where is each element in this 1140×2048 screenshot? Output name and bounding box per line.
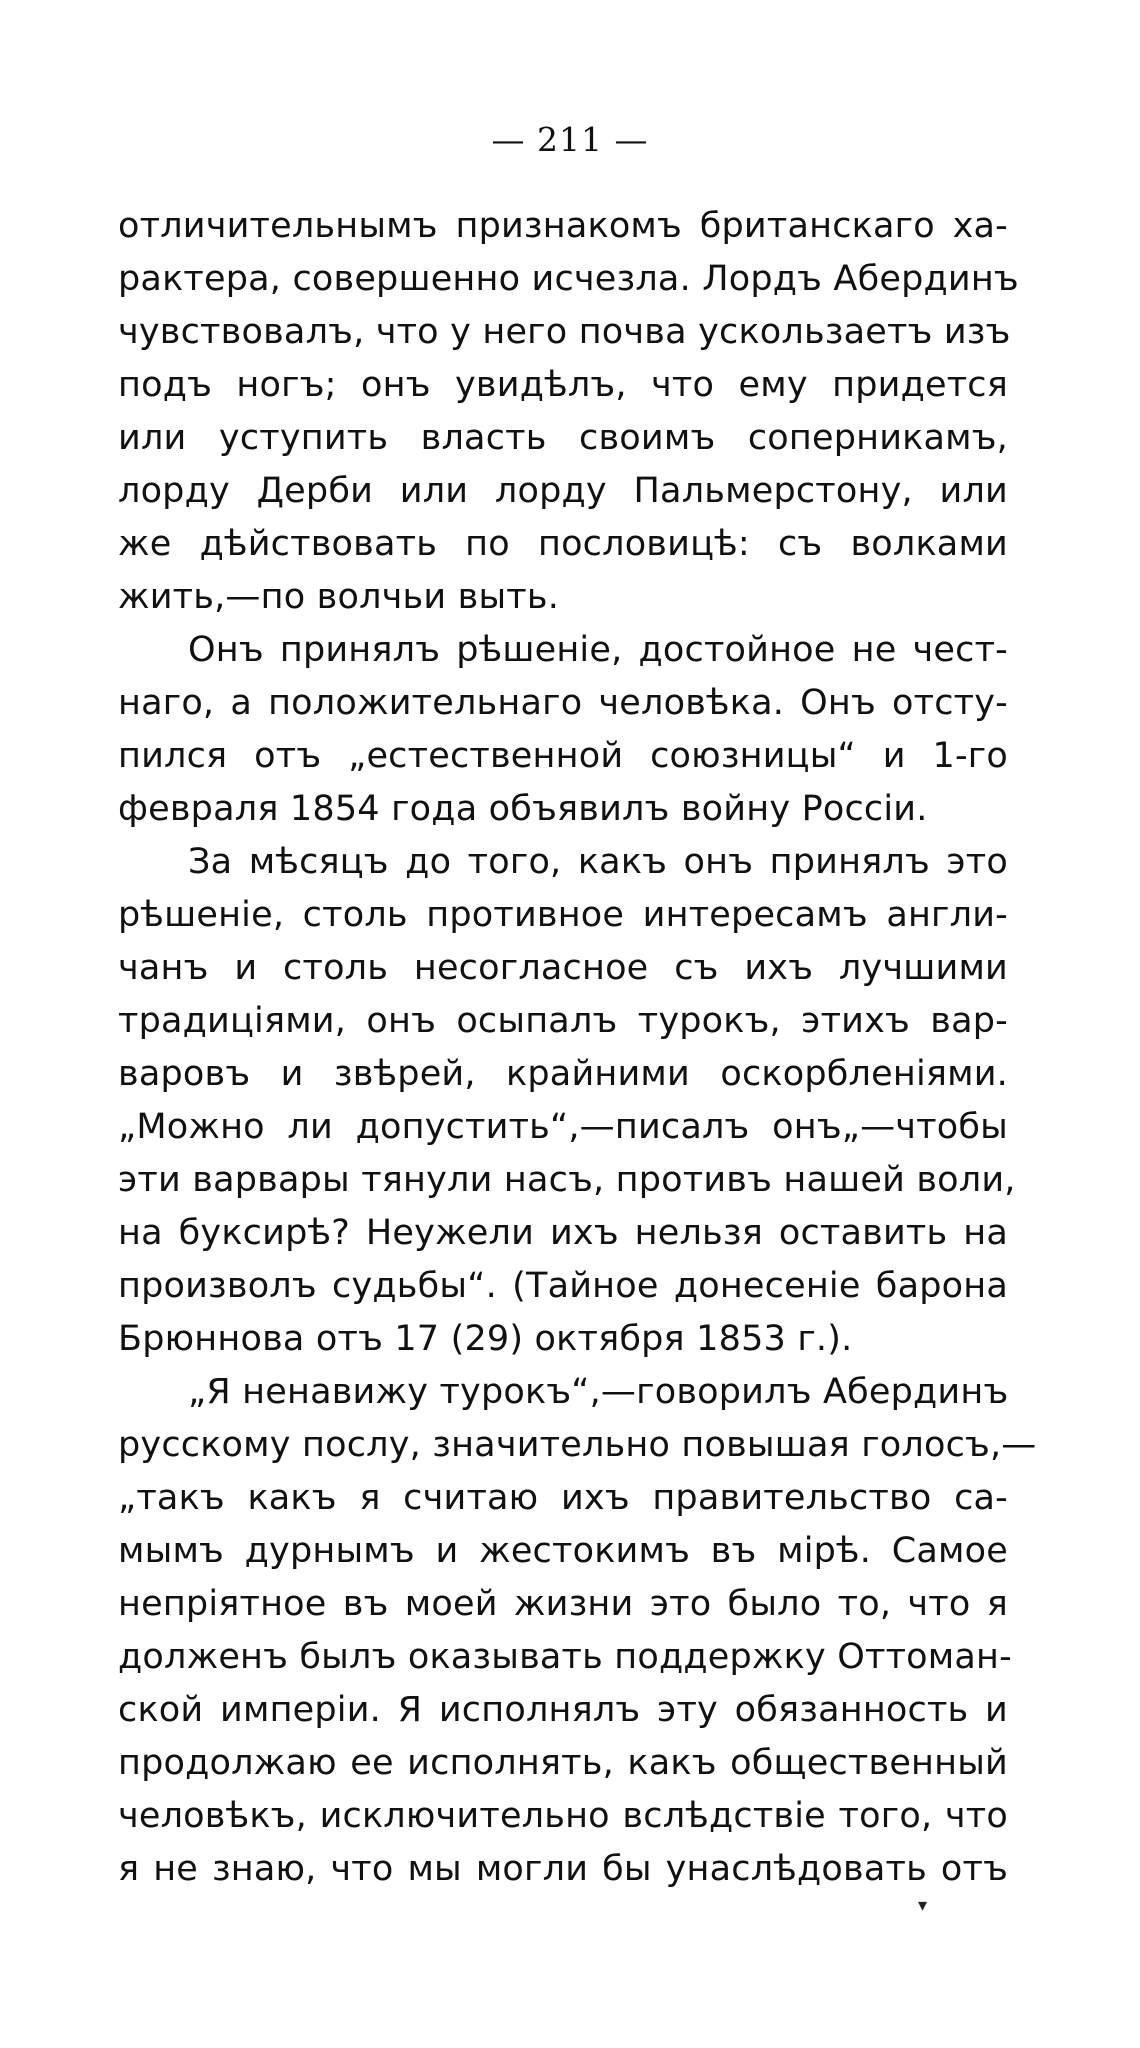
- paragraph: [118, 624, 1008, 836]
- text-line: мымъ дурнымъ и жестокимъ въ мірѣ. Самое: [118, 1531, 1008, 1571]
- body-text: [118, 200, 1037, 1896]
- text-line: продолжаю ее исполнять, какъ общественный: [118, 1743, 1008, 1783]
- page-number: — 211 —: [491, 120, 649, 159]
- text-line: или уступить власть своимъ соперникамъ,: [118, 418, 1008, 458]
- text-line: произволъ судьбы“. (Тайное донесеніе барона: [118, 1266, 1008, 1306]
- text-line: ской имперіи. Я исполнялъ эту обязанность и: [118, 1690, 1008, 1730]
- text-line: рѣшеніе, столь противное интересамъ англи-: [118, 895, 1008, 935]
- paragraph: [118, 1366, 1037, 1896]
- text-line: традиціями, онъ осыпалъ турокъ, этихъ вар-: [118, 1001, 1008, 1041]
- text-line: Онъ принялъ рѣшеніе, достойное не чест-: [188, 630, 1008, 670]
- text-line: лорду Дерби или лорду Пальмерстону, или: [118, 471, 1008, 511]
- text-line: варовъ и звѣрей, крайними оскорбленіями.: [118, 1054, 1008, 1094]
- text-line: пился отъ „естественной союзницы“ и 1-го: [118, 736, 1008, 776]
- text-line: отличительнымъ признакомъ британскаго ха-: [118, 206, 1008, 246]
- text-line: я не знаю, что мы могли бы унаслѣдовать отъ: [118, 1849, 1008, 1889]
- text-line: Брюннова отъ 17 (29) октября 1853 г.).: [118, 1319, 853, 1359]
- text-line: „Я ненавижу турокъ“,—говорилъ Абердинъ: [188, 1372, 1009, 1412]
- text-line: За мѣсяцъ до того, какъ онъ принялъ это: [188, 842, 1008, 882]
- text-line: эти варвары тянули насъ, противъ нашей воли,: [118, 1160, 1016, 1200]
- text-line: „такъ какъ я считаю ихъ правительство са-: [118, 1478, 1008, 1518]
- text-line: чувствовалъ, что у него почва ускользаетъ изъ: [118, 312, 1011, 352]
- paragraph: [118, 836, 1016, 1366]
- text-line: чанъ и столь несогласное съ ихъ лучшими: [118, 948, 1008, 988]
- ink-speck: ▾: [918, 1895, 928, 1916]
- text-line: наго, а положительнаго человѣка. Онъ отсту-: [118, 683, 1008, 723]
- text-line: рактера, совершенно исчезла. Лордъ Абердинъ: [118, 259, 1019, 299]
- text-line: человѣкъ, исключительно вслѣдствіе того, что: [118, 1796, 1008, 1836]
- text-line: русскому послу, значительно повышая голосъ,—: [118, 1425, 1037, 1465]
- text-line: февраля 1854 года объявилъ войну Россіи.: [118, 789, 928, 829]
- text-line: же дѣйствовать по пословицѣ: съ волками: [118, 524, 1008, 564]
- text-line: подъ ногъ; онъ увидѣлъ, что ему придется: [118, 365, 1008, 405]
- text-line: непріятное въ моей жизни это было то, что я: [118, 1584, 1008, 1624]
- text-line: жить,—по волчьи выть.: [118, 577, 560, 617]
- text-line: „Можно ли допустить“,—писалъ онъ„—чтобы: [118, 1107, 1008, 1147]
- text-line: долженъ былъ оказывать поддержку Оттоман-: [118, 1637, 1012, 1677]
- paragraph: [118, 200, 1019, 624]
- text-line: на буксирѣ? Неужели ихъ нельзя оставить на: [118, 1213, 1008, 1253]
